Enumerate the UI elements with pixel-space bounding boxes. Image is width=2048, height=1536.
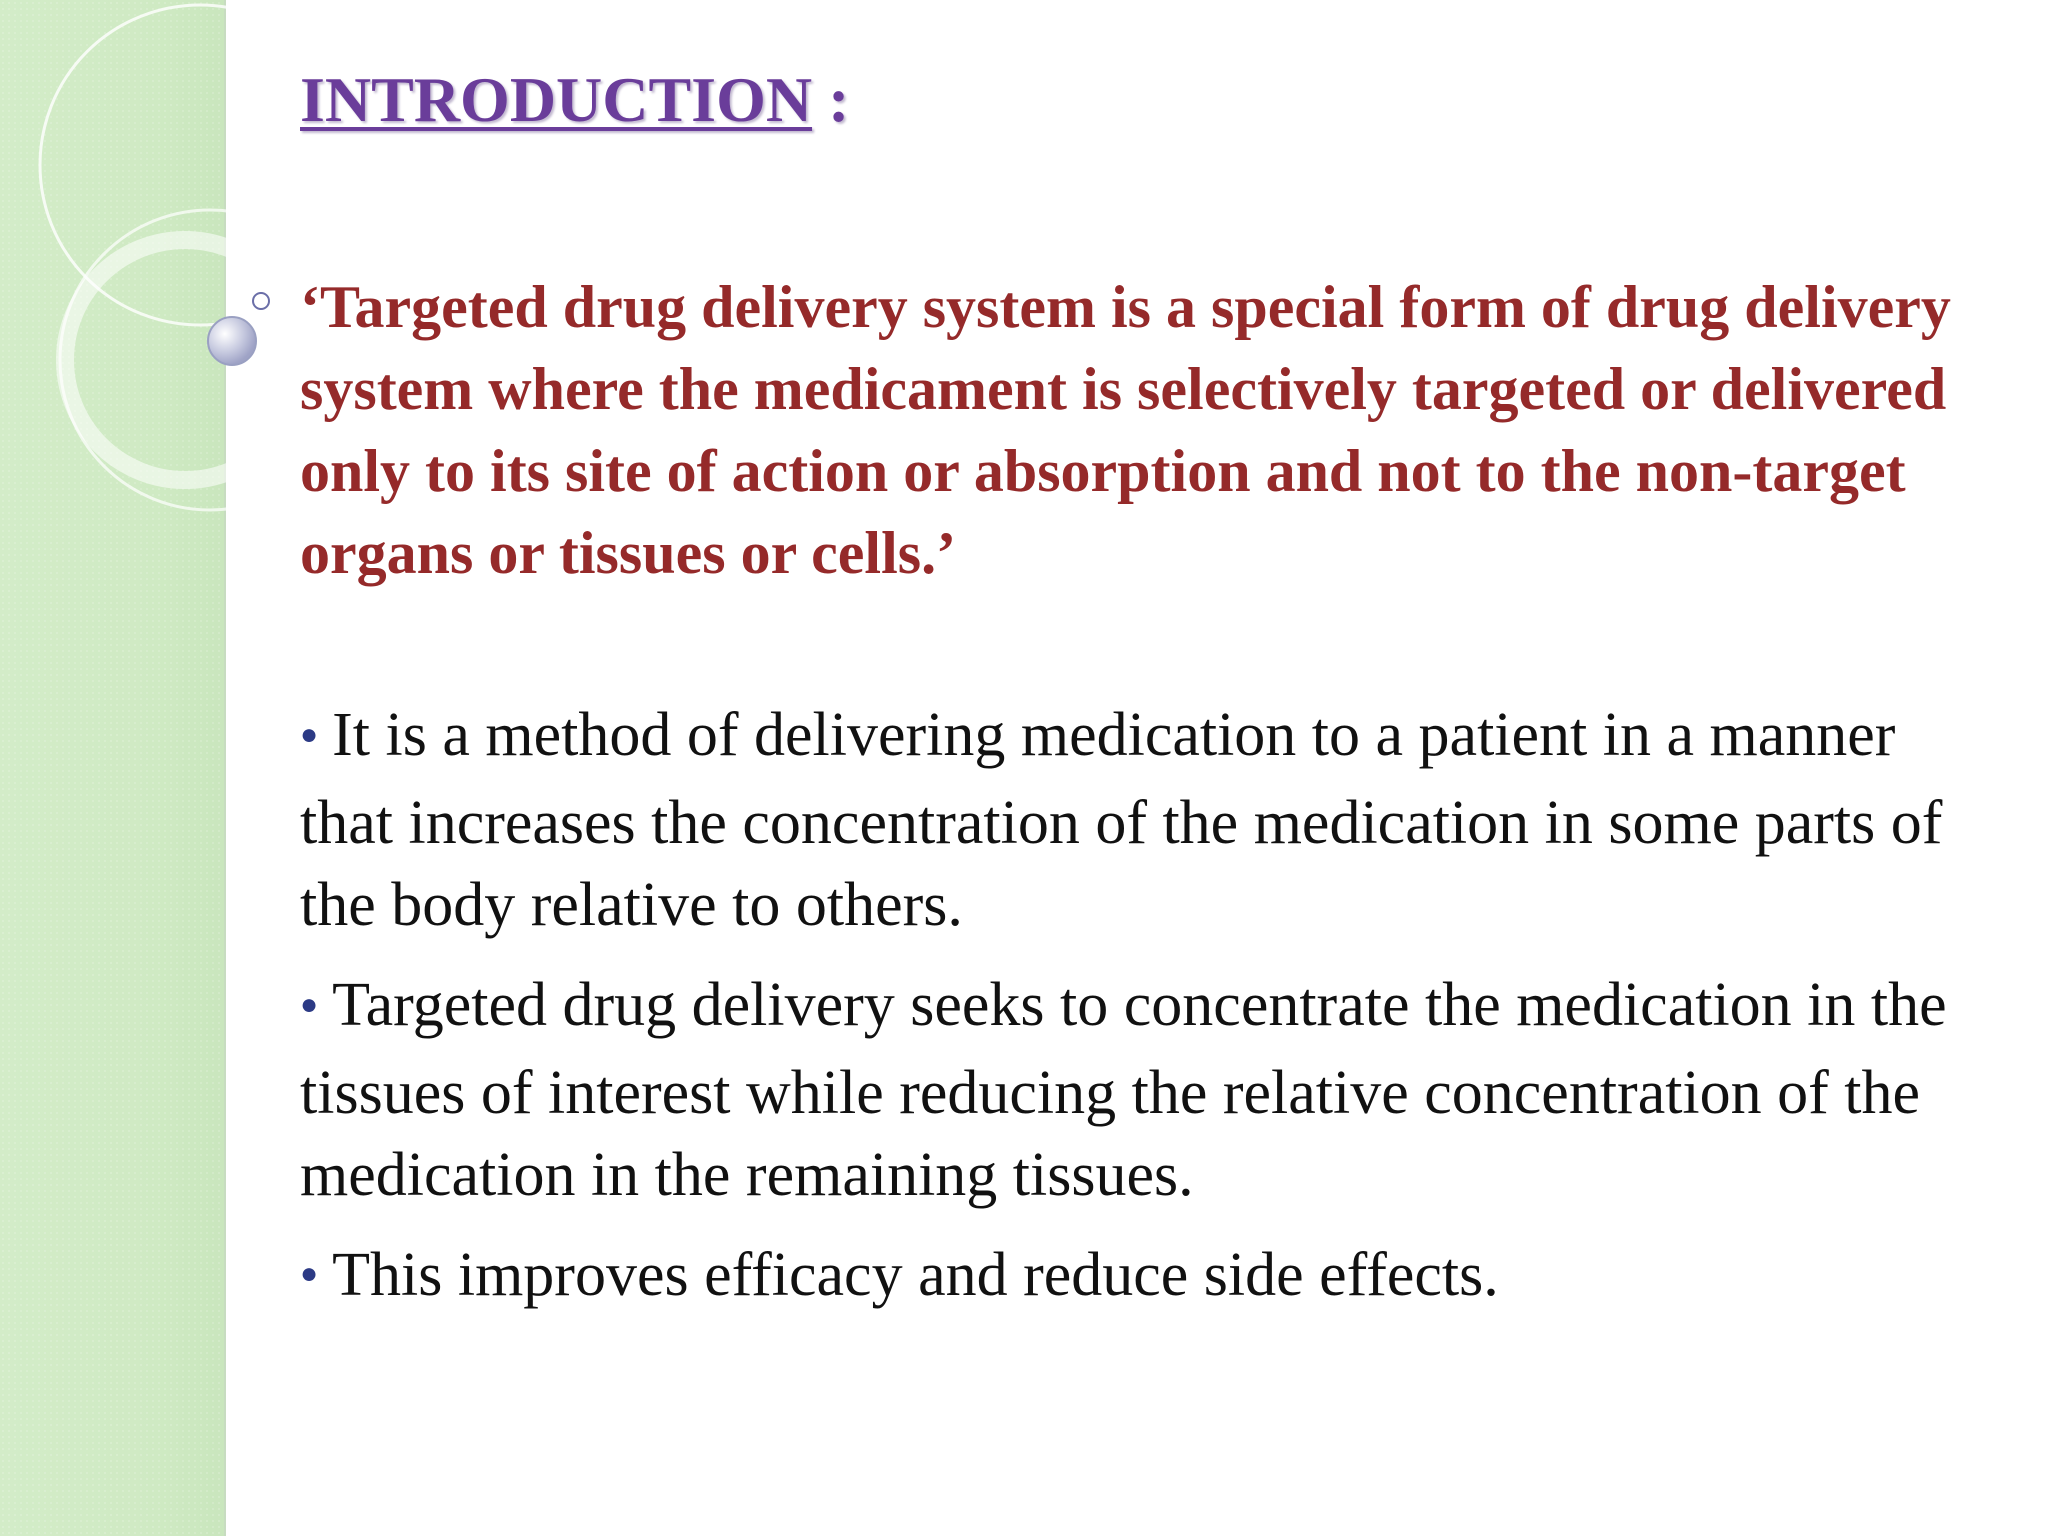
list-item — [300, 964, 2000, 1216]
slide-title: INTRODUCTION — [300, 64, 813, 135]
bullet-dot-icon: ● — [300, 717, 319, 751]
circle-bullet-icon — [252, 292, 270, 310]
bullet-dot-icon: ● — [300, 1257, 319, 1291]
bullet-text: This improves efficacy and reduce side effects. — [332, 1240, 1499, 1309]
slide-title-colon: : — [812, 64, 850, 135]
bullet-text: Targeted drug delivery seeks to concentrate the medication in the tissues of interest while reducing the relative concentration of the medication in the remaining tissues. — [300, 970, 1947, 1209]
bullet-text: It is a method of delivering medication to a patient in a manner that increases the concentration of the medication in some parts of the body relative to others. — [300, 701, 1943, 939]
decorative-side-band — [0, 0, 226, 1536]
definition-text: ‘Targeted drug delivery system is a special form of drug delivery system where the medicament is selectively targeted or delivered only to its site of action or absorption and not to the non-target organs or tissues or cells.’ — [300, 274, 1951, 586]
bullet-dot-icon: ● — [300, 987, 319, 1021]
slide-heading — [300, 62, 849, 139]
list-item — [300, 1234, 2000, 1322]
list-item — [300, 694, 2000, 946]
bullet-list — [300, 694, 2000, 1339]
